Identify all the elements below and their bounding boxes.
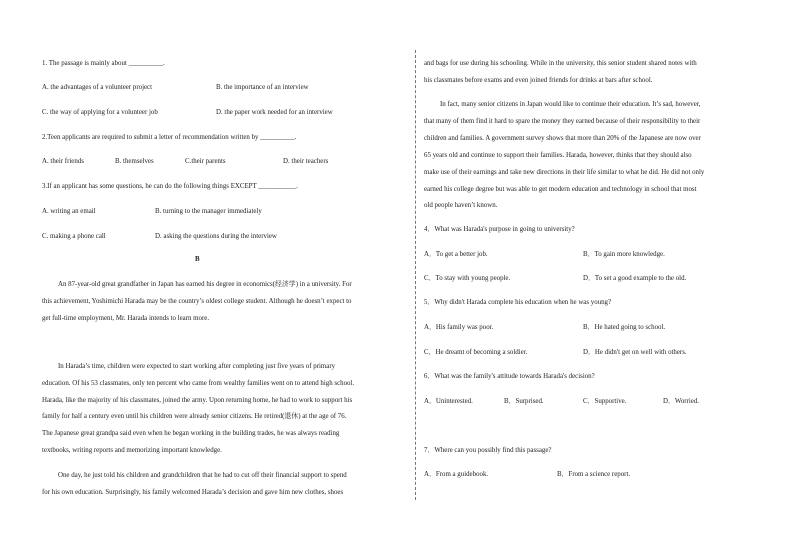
column-divider bbox=[415, 50, 416, 500]
para4-line: children and families. A government survey shows that more than 20% of the Japanese are now over bbox=[424, 135, 701, 142]
q5-stem: 5．Why didn't Harada complete his education when he was young? bbox=[424, 299, 612, 306]
para2-line: The Japanese great grandpa said even when he began working in the building trades, he was always reading bbox=[42, 430, 340, 437]
q4-option-b: B．To gain more knowledge. bbox=[583, 251, 665, 258]
para3-line: One day, he just told his children and grandchildren that he had to cut off their financial support to spend bbox=[58, 472, 347, 479]
para3-line: for his own education. Surprisingly, his family welcomed Harada’s decision and gave him new clothes, shoes bbox=[42, 489, 344, 496]
q7-stem: 7．Where can you possibly find this passage? bbox=[424, 447, 552, 454]
q6-option-d: D．Worried. bbox=[663, 398, 699, 405]
q1-option-a: A. the advantages of a volunteer project bbox=[42, 84, 153, 91]
q4-stem: 4．What was Harada's purpose in going to university? bbox=[424, 226, 575, 233]
q6-option-c: C．Supportive. bbox=[583, 398, 627, 405]
q1-option-d: D. the paper work needed for an interview bbox=[216, 109, 333, 116]
q2-stem: 2.Teen applicants are required to submit a letter of recommendation written by __________. bbox=[42, 134, 297, 141]
q2-option-b: B. themselves bbox=[115, 158, 154, 165]
para4-line: that many of them find it hard to spare the money they earned because of their responsibility to their bbox=[424, 118, 701, 125]
para1-line: An 87-year-old great grandfather in Japan has earned his degree in economics(经济学) in a university. For bbox=[58, 281, 352, 288]
q3-stem: 3.If an applicant has some questions, he can do the following things EXCEPT ___________. bbox=[42, 183, 298, 190]
section-title: B bbox=[195, 256, 200, 263]
para4-line: In fact, many senior citizens in Japan would like to continue their education. It’s sad, however, bbox=[440, 101, 701, 108]
para1-line: this achievement, Yoshimichi Harada may be the country’s oldest college student. Although he doesn’t expect to bbox=[42, 298, 352, 305]
q2-option-d: D. their teachers bbox=[283, 158, 329, 165]
q4-option-d: D．To set a good example to the old. bbox=[583, 275, 687, 282]
para1-line: get full-time employment, Mr. Harada intends to learn more. bbox=[42, 315, 210, 322]
para4-line: make use of their earnings and take new directions in their life similar to what he did. He did not only bbox=[424, 169, 705, 176]
q7-option-b: B．From a science report. bbox=[557, 471, 631, 478]
q4-option-c: C．To stay with young people. bbox=[424, 275, 511, 282]
q3-option-d: D. asking the questions during the interview bbox=[155, 233, 277, 240]
q4-option-a: A．To get a better job. bbox=[424, 251, 488, 258]
q3-option-c: C. making a phone call bbox=[42, 233, 106, 240]
q5-option-c: C．He dreamt of becoming a soldier. bbox=[424, 349, 528, 356]
q6-option-b: B．Surprised. bbox=[504, 398, 544, 405]
para2-line: In Harada’s time, children were expected to start working after completing just five years of primary bbox=[58, 363, 336, 370]
q5-option-d: D．He didn't get on well with others. bbox=[583, 349, 687, 356]
q5-option-b: B．He hated going to school. bbox=[583, 324, 666, 331]
q6-option-a: A．Uninterested. bbox=[424, 398, 473, 405]
para2-line: family for half a century even until his children were already senior citizens. He retired(退休) at the age of 76. bbox=[42, 413, 347, 420]
para3-cont-line: and bags for use during his schooling. While in the university, this senior student shared notes with bbox=[424, 60, 697, 67]
q2-option-a: A. their friends bbox=[42, 158, 84, 165]
q1-option-c: C. the way of applying for a volunteer job bbox=[42, 109, 158, 116]
q3-option-b: B. turning to the manager immediately bbox=[155, 208, 262, 215]
para2-line: education. Of his 53 classmates, only ten percent who came from wealthy families went on to attend high school. bbox=[42, 380, 355, 387]
para2-line: Harada, like the majority of his classmates, joined the army. Upon returning home, he had to work to support his bbox=[42, 397, 353, 404]
para3-cont-line: his classmates before exams and even joined friends for drinks at bars after school. bbox=[424, 77, 653, 84]
q1-stem: 1. The passage is mainly about __________. bbox=[42, 60, 165, 67]
para4-line: 65 years old and continue to support their families. Harada, however, thinks that they should also bbox=[424, 152, 692, 159]
q1-option-b: B. the importance of an interview bbox=[216, 84, 309, 91]
q3-option-a: A. writing an email bbox=[42, 208, 96, 215]
para4-line: old people haven’t known. bbox=[424, 202, 498, 209]
para2-line: textbooks, writing reports and memorizing important knowledge. bbox=[42, 447, 222, 454]
q2-option-c: C.their parents bbox=[185, 158, 226, 165]
para4-line: earned his college degree but was able to get modern education and technology in school that most bbox=[424, 186, 697, 193]
q5-option-a: A．His family was poor. bbox=[424, 324, 494, 331]
q7-option-a: A．From a guidebook. bbox=[424, 471, 489, 478]
q6-stem: 6．What was the family's attitude towards Harada's decision? bbox=[424, 373, 595, 380]
